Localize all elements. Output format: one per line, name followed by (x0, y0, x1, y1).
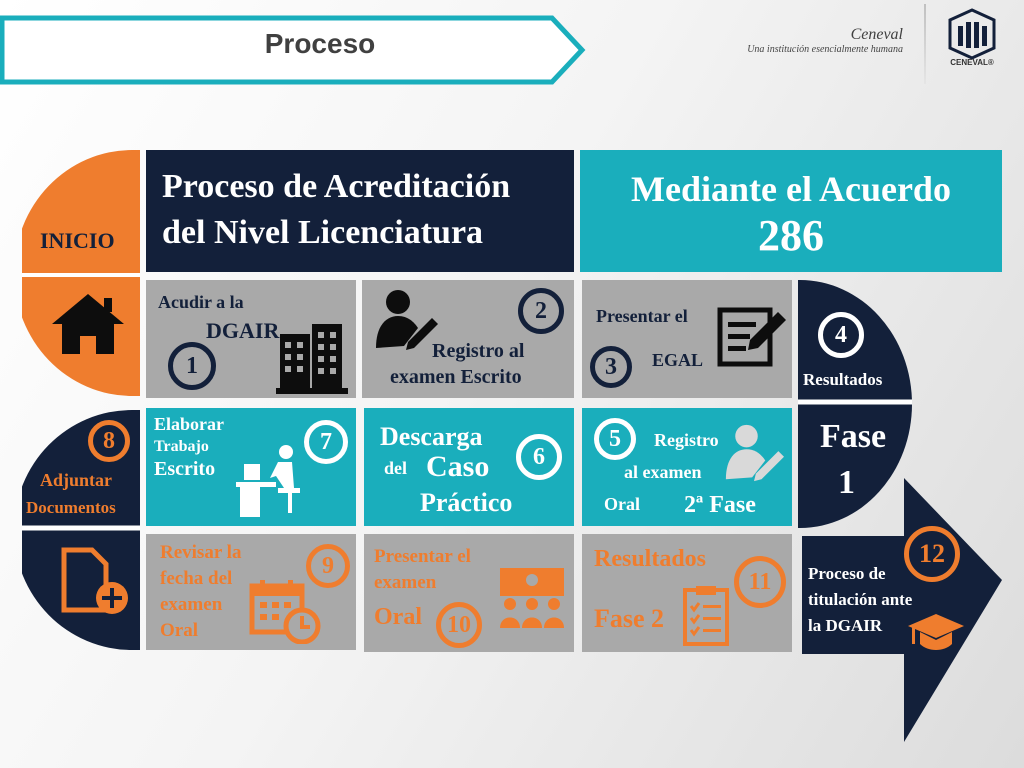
phase1-line-1: Fase (820, 418, 887, 455)
user-edit-icon (724, 422, 784, 482)
step-8-line-1: Adjuntar (40, 470, 113, 490)
step-6-line-2: del (384, 458, 408, 478)
step-1-tile (146, 280, 356, 398)
step-11-line-2: Fase 2 (594, 604, 665, 633)
step-6-line-1: Descarga (380, 422, 483, 451)
step-7-tile (146, 408, 356, 526)
step-6-tile (364, 408, 574, 526)
presentation-icon (496, 566, 568, 630)
step-8-line-2: Documentos (26, 498, 116, 517)
step-2-tile (362, 280, 574, 398)
step-3-number: 3 (590, 346, 632, 388)
user-edit-icon (374, 288, 438, 350)
step-10-line-1: Presentar el (374, 546, 471, 567)
step-5-tile (582, 408, 792, 526)
step-1-line-2: DGAIR (206, 318, 280, 343)
step-1-line-1: Acudir a la (158, 292, 244, 312)
step-11-line-1: Resultados (594, 546, 707, 572)
step-2-line-1: Registro al (432, 340, 525, 362)
step-5-number: 5 (594, 418, 636, 460)
step-1-number: 1 (168, 342, 216, 390)
phase1-line-2: 1 (838, 464, 855, 501)
step-9-line-3: examen (160, 594, 223, 615)
step-2-line-2: examen Escrito (390, 366, 522, 388)
step-12-number: 12 (904, 526, 960, 582)
agreement-line-2: 286 (758, 211, 824, 260)
step-2-number: 2 (518, 288, 564, 334)
step-12-arrow (800, 476, 1004, 744)
step-3-line-2: EGAL (652, 350, 704, 370)
step-7-number: 7 (304, 420, 348, 464)
step-7-line-1: Elaborar (154, 414, 224, 434)
step-6-line-4: Práctico (420, 488, 513, 517)
step-6-line-3: Caso (426, 450, 490, 483)
step-10-number: 10 (436, 602, 482, 648)
title-line-1: Proceso de Acreditación (162, 168, 511, 205)
document-edit-icon (716, 304, 788, 368)
page-title: Proceso (264, 28, 376, 59)
start-shape (22, 150, 140, 396)
title-block (146, 150, 574, 272)
step-8-number: 8 (88, 420, 130, 462)
brand-tagline: Una institución esencialmente humana (747, 44, 903, 55)
step-9-line-1: Revisar la (160, 542, 242, 563)
house-icon (50, 292, 126, 356)
add-file-icon (60, 546, 132, 616)
step-9-line-4: Oral (160, 620, 198, 641)
step-10-tile (364, 534, 574, 652)
step-12-line-1: Proceso de (808, 564, 886, 583)
step-5-line-3: Oral (604, 494, 640, 514)
step-4-label: Resultados (803, 370, 883, 389)
agreement-line-1: Mediante el Acuerdo (631, 169, 951, 209)
person-at-desk-icon (234, 444, 306, 520)
step-4-number: 4 (818, 312, 864, 358)
step-10-line-3: Oral (374, 604, 422, 630)
step-9-tile (146, 534, 356, 650)
clipboard-checklist-icon (682, 584, 730, 646)
brand-separator (924, 4, 926, 84)
step-6-number: 6 (516, 434, 562, 480)
brand-name: Ceneval (850, 26, 903, 43)
step-7-line-3: Escrito (154, 458, 216, 480)
logo-label: CENEVAL® (950, 58, 994, 67)
graduation-cap-icon (906, 612, 966, 654)
start-label: INICIO (40, 228, 115, 253)
step-5-line-4: 2ª Fase (684, 492, 756, 518)
step-11-tile (582, 534, 792, 652)
step-12-line-2: titulación ante (808, 590, 913, 609)
step-12-line-3: la DGAIR (808, 616, 883, 635)
step-5-line-1: Registro (654, 430, 719, 450)
step-5-line-2: al examen (624, 462, 702, 482)
building-icon (276, 320, 348, 394)
step-3-line-1: Presentar el (596, 306, 688, 326)
step-7-line-2: Trabajo (154, 438, 209, 455)
title-line-2: del Nivel Licenciatura (162, 214, 484, 251)
step-9-line-2: fecha del (160, 568, 233, 589)
agreement-block (580, 150, 1002, 272)
step-10-line-2: examen (374, 572, 437, 593)
calendar-clock-icon (248, 578, 322, 644)
step-9-number: 9 (306, 544, 350, 588)
step-11-number: 11 (734, 556, 786, 608)
step-3-tile (582, 280, 792, 398)
